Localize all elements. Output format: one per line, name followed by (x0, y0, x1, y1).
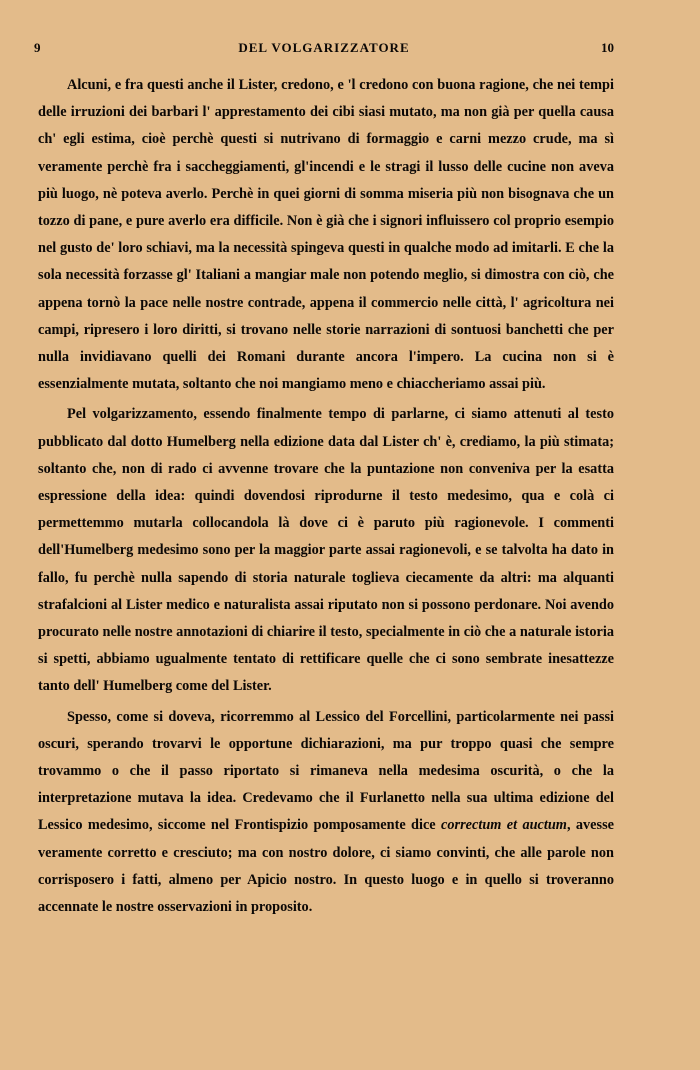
page-number-left: 9 (34, 40, 41, 55)
page-number-right: 10 (601, 40, 614, 55)
paragraph-3-text-before: Spesso, come si doveva, ricorremmo al Lessico del Forcellini, particolarmente nei passi oscuri, sperando trovarvi le opportune dichiarazioni, ma pur troppo quasi che sempre trovammo o che il passo riportato si rimaneva nella medesima oscurità, o che la interpretazione mutava la idea. Credevamo che il Furlanetto nella sua ultima edizione del Lessico medesimo, siccome nel Frontispizio pomposamente dice (38, 708, 614, 834)
paragraph-1: Alcuni, e fra questi anche il Lister, credono, e 'l credono con buona ragione, che nei tempi delle irruzioni dei barbari l' apprestamento dei cibi siasi mutato, ma non già per quella causa ch' egli estima, cioè perchè questi si nutrivano di formaggio e carni mezzo crude, ma sì veramente perchè fra i saccheggiamenti, gl'incendi e le stragi il lusso delle cucine non aveva più luogo, nè poteva averlo. Perchè in quei giorni di somma miseria più non bisognava che un tozzo di pane, e pure averlo era difficile. Non è già che i signori influissero col proprio esempio nel gusto de' loro schiavi, ma la necessità spingeva questi in qualche modo ad imitarli. E che la sola necessità forzasse gl' Italiani a mangiar male non potendo meglio, si dimostra con ciò, che appena tornò la pace nelle nostre contrade, appena il commercio nelle città, l' agricoltura nei campi, ripresero i loro diritti, si trovano nelle storie narrazioni di sontuosi banchetti che per nulla invidiavano quelli dei Romani durante ancora l'impero. La cucina non si è essenzialmente mutata, soltanto che noi mangiamo meno e chiaccheriamo assai più. (38, 77, 614, 393)
paragraph-2: Pel volgarizzamento, essendo finalmente tempo di parlarne, ci siamo attenuti al testo pubblicato dal dotto Humelberg nella edizione data dal Lister ch' è, crediamo, la più stimata; soltanto che, non di rado ci avvenne trovare che la puntazione non conveniva per la esatta espressione della idea: quindi dovendosi riprodurne il testo medesimo, qua e colà ci permettemmo mutarla collocandola là dove ci è paruto più ragionevole. I commenti dell'Humelberg medesimo sono per la maggior parte assai ragionevoli, e se talvolta ha dato in fallo, fu perchè nulla sapendo di storia naturale toglieva ciecamente da altri: ma alquanti strafalcioni al Lister medico e naturalista assai riputato non si possono perdonare. Noi avendo procurato nelle nostre annotazioni di chiarire il testo, specialmente in ciò che a naturale istoria si spetti, abbiamo ugualmente tentato di rettificare quelle che ci sono sembrate inesattezze tanto dell' Humelberg come del Lister. (38, 406, 614, 695)
paragraph-3-text-after: , avesse veramente corretto e cresciuto; ma con nostro dolore, ci siamo convinti, che alle parole non corrisposero i fatti, almeno per Apicio nostro. In questo luogo e in quello si troveranno accennate le nostre osservazioni in proposito. (38, 817, 614, 916)
running-header (34, 40, 614, 60)
body-text (38, 72, 614, 921)
paragraph-3-italic-phrase: correctum et auctum (441, 817, 567, 834)
paragraph-3 (38, 704, 614, 922)
running-title: DEL VOLGARIZZATORE (238, 40, 410, 55)
